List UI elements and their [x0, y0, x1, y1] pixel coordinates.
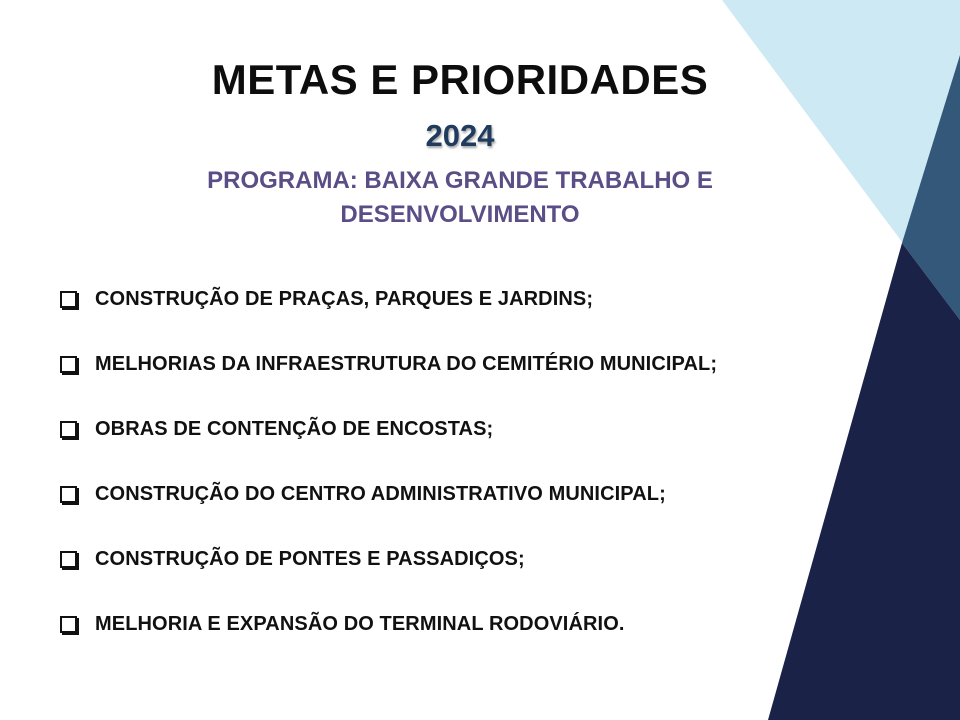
page-title: METAS E PRIORIDADES — [211, 56, 709, 103]
navy-shape — [768, 243, 960, 720]
goal-item — [60, 462, 717, 527]
goal-item — [60, 397, 717, 462]
goals-list — [60, 284, 717, 657]
checkbox-icon — [60, 421, 77, 438]
program-subtitle: PROGRAMA: BAIXA GRANDE TRABALHO E DESENVOLVIMENTO — [207, 167, 713, 228]
goal-text: MELHORIA E EXPANSÃO DO TERMINAL RODOVIÁRIO. — [95, 613, 625, 635]
checkbox-icon — [60, 291, 77, 308]
checkbox-icon — [60, 551, 77, 568]
checkbox-icon — [60, 356, 77, 373]
goal-text: OBRAS DE CONTENÇÃO DE ENCOSTAS; — [95, 418, 494, 440]
goal-item — [60, 267, 717, 332]
goal-text: MELHORIAS DA INFRAESTRUTURA DO CEMITÉRIO MUNICIPAL; — [95, 353, 718, 375]
checkbox-icon — [60, 486, 77, 503]
goal-text: CONSTRUÇÃO DO CENTRO ADMINISTRATIVO MUNICIPAL; — [95, 483, 666, 505]
goal-text: CONSTRUÇÃO DE PONTES E PASSADIÇOS; — [95, 548, 525, 570]
year-heading: 2024 — [425, 118, 495, 153]
goal-item — [60, 332, 717, 397]
goal-text: CONSTRUÇÃO DE PRAÇAS, PARQUES E JARDINS; — [95, 288, 594, 310]
goal-item — [60, 527, 717, 592]
checkbox-icon — [60, 616, 77, 633]
goal-item — [60, 592, 717, 657]
